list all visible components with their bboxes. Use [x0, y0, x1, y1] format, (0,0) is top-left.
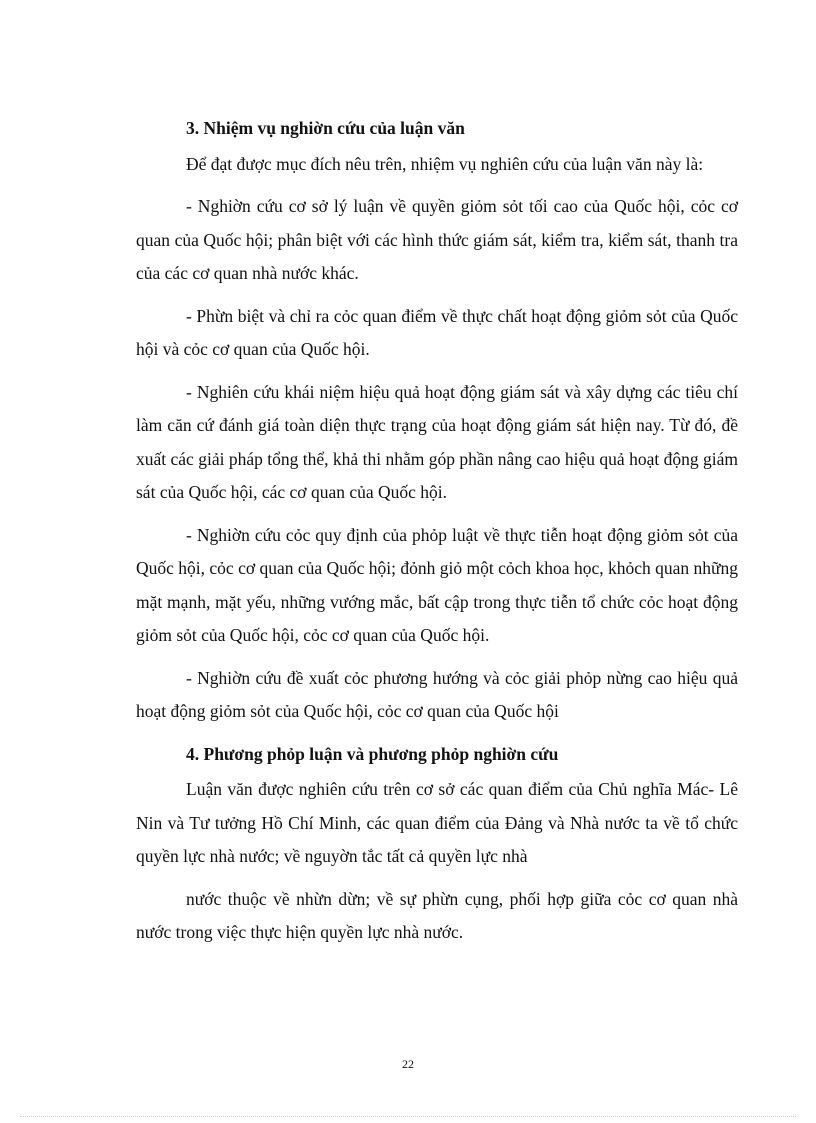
section-4-heading: 4. Phương phỏp luận và phương phỏp nghiờn cứu: [186, 743, 559, 764]
section-3-heading: 3. Nhiệm vụ nghiờn cứu của luận văn: [186, 118, 465, 138]
page-content: [136, 112, 738, 950]
section-3-item-4: - Nghiờn cứu cỏc quy định của phỏp luật về thực tiễn hoạt động giỏm sỏt của Quốc hội, cỏc cơ quan của Quốc hội; đỏnh giỏ một cỏch khoa học, khỏch quan những mặt mạnh, mặt yếu, những vướng mắc, bất cập trong thực tiễn tổ chức cỏc hoạt động giỏm sỏt của Quốc hội, cỏc cơ quan của Quốc hội.: [136, 524, 738, 645]
section-4-paragraph-2: nước thuộc về nhừn dừn; về sự phừn cụng, phối hợp giữa cỏc cơ quan nhà nước trong việc thực hiện quyền lực nhà nước.: [136, 888, 738, 942]
section-3-intro: Để đạt được mục đích nêu trên, nhiệm vụ nghiên cứu của luận văn này là:: [186, 153, 704, 174]
section-3-item-5: - Nghiờn cứu đề xuất cỏc phương hướng và cỏc giải phỏp nừng cao hiệu quả hoạt động giỏm sỏt của Quốc hội, cỏc cơ quan của Quốc hội: [136, 667, 738, 721]
section-4-paragraph-1: Luận văn được nghiên cứu trên cơ sở các quan điểm của Chủ nghĩa Mác- Lê Nin và Tư tưởng Hồ Chí Minh, các quan điểm của Đảng và Nhà nước ta về tổ chức quyền lực nhà nước; về nguyờn tắc tất cả quyền lực nhà: [136, 779, 738, 866]
section-3-item-1: - Nghiờn cứu cơ sở lý luận về quyền giỏm sỏt tối cao của Quốc hội, cỏc cơ quan của Quốc hội; phân biệt với các hình thức giám sát, kiểm tra, kiểm sát, thanh tra của các cơ quan nhà nước khác.: [136, 196, 738, 283]
page-bottom-divider: [20, 1116, 796, 1117]
section-3-item-3: - Nghiên cứu khái niệm hiệu quả hoạt động giám sát và xây dựng các tiêu chí làm căn cứ đánh giá toàn diện thực trạng của hoạt động giám sát hiện nay. Từ đó, đề xuất các giải pháp tổng thể, khả thi nhằm góp phần nâng cao hiệu quả hoạt động giám sát của Quốc hội, các cơ quan của Quốc hội.: [136, 381, 738, 502]
section-3-item-2: - Phừn biệt và chỉ ra cỏc quan điểm về thực chất hoạt động giỏm sỏt của Quốc hội và cỏc cơ quan của Quốc hội.: [136, 305, 738, 359]
page-number: 22: [402, 1057, 414, 1071]
